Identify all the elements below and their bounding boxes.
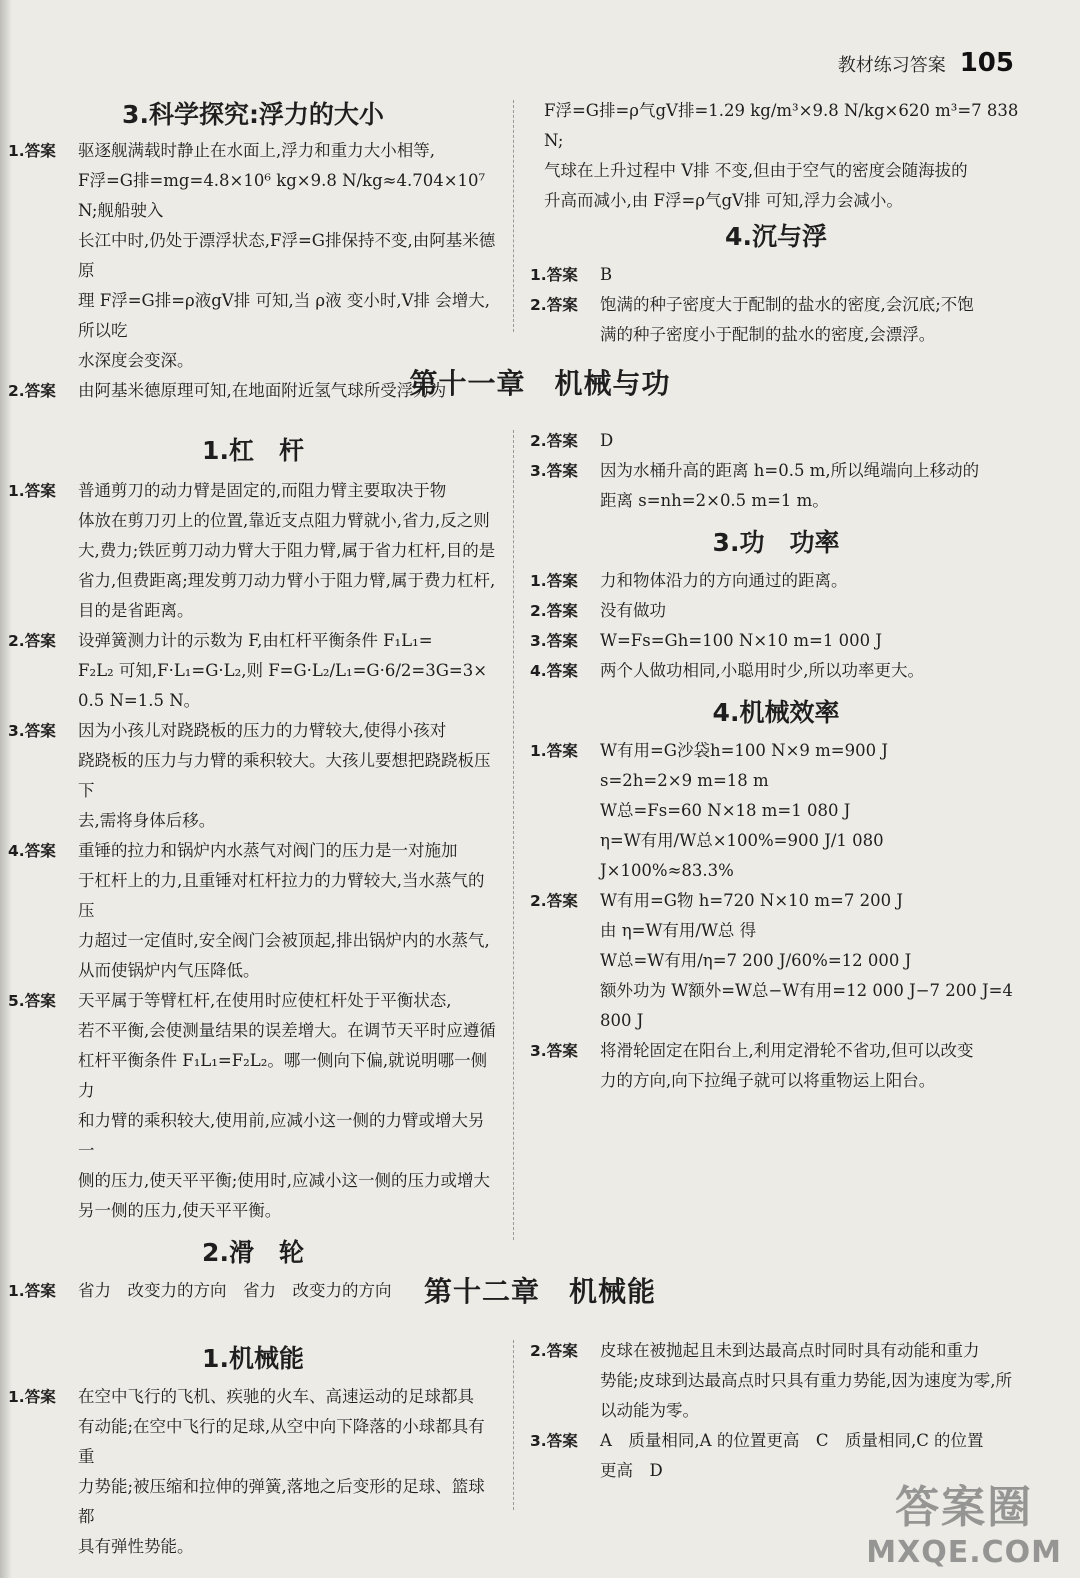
answer-body: [600, 886, 1022, 1036]
answer-item: [8, 1382, 498, 1562]
ch11-right-column: [530, 426, 1022, 1096]
answer-line: 因为水桶升高的距离 h=0.5 m,所以绳端向上移动的: [600, 461, 980, 480]
answer-line: 若不平衡,会使测量结果的误差增大。在调节天平时应遵循: [78, 1021, 496, 1040]
answer-line: 从而使锅炉内气压降低。: [78, 961, 260, 980]
page-number: 105: [959, 48, 1014, 78]
answer-line: 另一侧的压力,使天平平衡。: [78, 1201, 282, 1220]
answer-body: [600, 290, 1022, 350]
answer-line: 水深度会变深。: [78, 351, 194, 370]
answer-number: 2.: [8, 382, 25, 400]
answer-line: 由阿基米德原理可知,在地面附近氢气球所受浮力为: [78, 381, 447, 400]
answer-line: 理 F浮=G排=ρ液gV排 可知,当 ρ液 变小时,V排 会增大,所以吃: [78, 291, 491, 340]
answer-number: 1.: [530, 572, 547, 590]
answer-number: 1.: [8, 482, 25, 500]
answer-label: [8, 1382, 78, 1562]
answer-label: [530, 626, 600, 656]
answer-line: 以动能为零。: [600, 1401, 699, 1420]
answer-number: 2.: [530, 892, 547, 910]
page-header: [838, 48, 1014, 78]
answer-list: [530, 736, 1022, 1096]
answer-line: 长江中时,仍处于漂浮状态,F浮=G排保持不变,由阿基米德原: [78, 231, 496, 280]
answer-label: [8, 626, 78, 716]
answer-label: [8, 836, 78, 986]
answer-tag: 答案: [546, 432, 578, 450]
section-title: 3.科学探究:浮力的大小: [122, 100, 384, 129]
continued-answer: [530, 96, 1022, 216]
answer-label: [530, 1336, 600, 1426]
answer-number: 3.: [530, 632, 547, 650]
answer-list: [530, 1336, 1022, 1486]
answer-line: 省力 改变力的方向 省力 改变力的方向: [78, 1281, 392, 1300]
answer-line: W有用=G沙袋h=100 N×9 m=900 J: [600, 741, 888, 760]
answer-line: 没有做功: [600, 601, 666, 620]
answer-item: [8, 716, 498, 836]
answer-line: F浮=G排=mg=4.8×10⁶ kg×9.8 N/kg≈4.704×10⁷ N;舰船驶入: [78, 171, 486, 220]
answer-line: W总=Fs=60 N×18 m=1 080 J: [600, 801, 851, 820]
answer-tag: 答案: [546, 1342, 578, 1360]
section-title: 1.机械能: [202, 1344, 304, 1373]
answer-line: 因为小孩儿对跷跷板的压力的力臂较大,使得小孩对: [78, 721, 447, 740]
answer-line: 两个人做功相同,小聪用时少,所以功率更大。: [600, 661, 924, 680]
answer-tag: 答案: [24, 992, 56, 1010]
answer-line: 更高 D: [600, 1461, 663, 1480]
section-title: 1.杠 杆: [202, 436, 304, 465]
section-title: 3.功 功率: [712, 528, 840, 557]
answer-body: [600, 1036, 1022, 1096]
answer-list: [530, 260, 1022, 350]
answer-label: [530, 596, 600, 626]
column-divider: [513, 100, 514, 332]
ch12-left-column: [8, 1344, 498, 1562]
answer-line: 升高而减小,由 F浮=ρ气gV排 可知,浮力会减小。: [544, 191, 903, 210]
watermark-logo: 答案圈: [895, 1482, 1034, 1533]
answer-number: 2.: [530, 602, 547, 620]
answer-line: 由 η=W有用/W总 得: [600, 921, 757, 940]
answer-label: [530, 290, 600, 350]
answer-label: [530, 1426, 600, 1486]
answer-line: 省力,但费距离;理发剪刀动力臂小于阻力臂,属于费力杠杆,: [78, 571, 496, 590]
answer-number: 1.: [530, 742, 547, 760]
answer-label: [8, 986, 78, 1226]
answer-body: [78, 836, 498, 986]
answer-tag: 答案: [546, 602, 578, 620]
answer-line: D: [600, 431, 614, 450]
answer-list: [8, 1382, 498, 1562]
top-right-column: [530, 96, 1022, 350]
answer-body: [78, 626, 498, 716]
answer-tag: 答案: [24, 722, 56, 740]
answer-number: 3.: [530, 1042, 547, 1060]
answer-list: [8, 476, 498, 1226]
answer-line: W总=W有用/η=7 200 J/60%=12 000 J: [600, 951, 912, 970]
answer-line: 目的是省距离。: [78, 601, 194, 620]
answer-number: 4.: [8, 842, 25, 860]
answer-line: 皮球在被抛起且未到达最高点时同时具有动能和重力: [600, 1341, 980, 1360]
answer-item: [530, 456, 1022, 516]
answer-item: [530, 426, 1022, 456]
answer-tag: 答案: [546, 662, 578, 680]
answer-label: [530, 886, 600, 1036]
answer-line: F浮=G排=ρ气gV排=1.29 kg/m³×9.8 N/kg×620 m³=7 838 N;: [544, 101, 1019, 150]
answer-body: [600, 1336, 1022, 1426]
answer-line: 额外功为 W额外=W总−W有用=12 000 J−7 200 J=4 800 J: [600, 981, 1013, 1030]
answer-body: [78, 1382, 498, 1562]
answer-line: 和力臂的乘积较大,使用前,应减小这一侧的力臂或增大另一: [78, 1111, 485, 1160]
answer-line: η=W有用/W总×100%=900 J/1 080 J×100%≈83.3%: [600, 831, 884, 880]
answer-line: 体放在剪刀刃上的位置,靠近支点阻力臂就小,省力,反之则: [78, 511, 490, 530]
answer-item: [8, 626, 498, 716]
answer-line: 有动能;在空中飞行的足球,从空中向下降落的小球都具有重: [78, 1417, 485, 1466]
answer-number: 3.: [530, 462, 547, 480]
answer-number: 1.: [530, 266, 547, 284]
answer-label: [8, 476, 78, 626]
answer-tag: 答案: [24, 1388, 56, 1406]
answer-label: [8, 136, 78, 376]
answer-body: [78, 716, 498, 836]
answer-line: 具有弹性势能。: [78, 1537, 194, 1556]
answer-body: [600, 656, 1022, 686]
answer-line: 饱满的种子密度大于配制的盐水的密度,会沉底;不饱: [600, 295, 974, 314]
answer-item: [530, 596, 1022, 626]
answer-tag: 答案: [546, 572, 578, 590]
answer-item: [530, 260, 1022, 290]
answer-line: W=Fs=Gh=100 N×10 m=1 000 J: [600, 631, 882, 650]
answer-line: 杠杆平衡条件 F₁L₁=F₂L₂。哪一侧向下偏,就说明哪一侧力: [78, 1051, 488, 1100]
answer-line: 将滑轮固定在阳台上,利用定滑轮不省功,但可以改变: [600, 1041, 974, 1060]
answer-line: 大,费力;铁匠剪刀动力臂大于阻力臂,属于省力杠杆,目的是: [78, 541, 496, 560]
answer-tag: 答案: [546, 1432, 578, 1450]
answer-line: 气球在上升过程中 V排 不变,但由于空气的密度会随海拔的: [544, 161, 968, 180]
answer-tag: 答案: [24, 1282, 56, 1300]
answer-line: 跷跷板的压力与力臂的乘积较大。大孩儿要想把跷跷板压下: [78, 751, 491, 800]
answer-body: [78, 476, 498, 626]
answer-label: [530, 1036, 600, 1096]
answer-item: [8, 836, 498, 986]
answer-line: 力和物体沿力的方向通过的距离。: [600, 571, 848, 590]
answer-body: [600, 596, 1022, 626]
column-divider: [513, 430, 514, 1240]
answer-item: [530, 1036, 1022, 1096]
answer-body: [600, 260, 1022, 290]
answer-item: [530, 566, 1022, 596]
answer-list: [530, 566, 1022, 686]
answer-body: [78, 136, 498, 376]
answer-label: [530, 456, 600, 516]
section-title: 2.滑 轮: [202, 1238, 304, 1267]
answer-tag: 答案: [546, 462, 578, 480]
answer-line: 普通剪刀的动力臂是固定的,而阻力臂主要取决于物: [78, 481, 447, 500]
answer-label: [530, 656, 600, 686]
answer-number: 5.: [8, 992, 25, 1010]
answer-line: 去,需将身体后移。: [78, 811, 216, 830]
answer-number: 1.: [8, 1388, 25, 1406]
answer-line: A 质量相同,A 的位置更高 C 质量相同,C 的位置: [600, 1431, 984, 1450]
answer-line: B: [600, 265, 613, 284]
answer-number: 1.: [8, 142, 25, 160]
answer-line: 重锤的拉力和锅炉内水蒸气对阀门的压力是一对施加: [78, 841, 458, 860]
chapter-title: 第十一章 机械与功: [409, 367, 671, 400]
answer-body: [600, 426, 1022, 456]
answer-label: [530, 566, 600, 596]
answer-tag: 答案: [546, 266, 578, 284]
section-title: 4.机械效率: [712, 698, 840, 727]
answer-line: 力超过一定值时,安全阀门会被顶起,排出锅炉内的水蒸气,: [78, 931, 490, 950]
answer-line: 0.5 N=1.5 N。: [78, 691, 201, 710]
answer-tag: 答案: [546, 892, 578, 910]
answer-line: 侧的压力,使天平平衡;使用时,应减小这一侧的压力或增大: [78, 1171, 491, 1190]
answer-tag: 答案: [24, 382, 56, 400]
answer-line: 力的方向,向下拉绳子就可以将重物运上阳台。: [600, 1071, 936, 1090]
answer-line: 在空中飞行的飞机、疾驰的火车、高速运动的足球都具: [78, 1387, 474, 1406]
answer-tag: 答案: [546, 742, 578, 760]
answer-item: [530, 626, 1022, 656]
answer-tag: 答案: [546, 632, 578, 650]
answer-body: [600, 736, 1022, 886]
answer-tag: 答案: [24, 142, 56, 160]
answer-tag: 答案: [546, 1042, 578, 1060]
answer-line: 驱逐舰满载时静止在水面上,浮力和重力大小相等,: [78, 141, 435, 160]
answer-body: [78, 986, 498, 1226]
answer-item: [530, 290, 1022, 350]
column-divider: [513, 1340, 514, 1510]
answer-number: 4.: [530, 662, 547, 680]
chapter-title: 第十二章 机械能: [423, 1275, 656, 1308]
answer-line: 天平属于等臂杠杆,在使用时应使杠杆处于平衡状态,: [78, 991, 452, 1010]
answer-label: [530, 736, 600, 886]
answer-body: [600, 626, 1022, 656]
answer-line: 距离 s=nh=2×0.5 m=1 m。: [600, 491, 829, 510]
answer-list: [530, 426, 1022, 516]
section-title: 4.沉与浮: [725, 222, 827, 251]
answer-item: [8, 476, 498, 626]
answer-line: 设弹簧测力计的示数为 F,由杠杆平衡条件 F₁L₁=: [78, 631, 433, 650]
answer-line: 力势能;被压缩和拉伸的弹簧,落地之后变形的足球、篮球都: [78, 1477, 485, 1526]
answer-body: [600, 456, 1022, 516]
answer-line: W有用=G物 h=720 N×10 m=7 200 J: [600, 891, 903, 910]
watermark: [866, 1471, 1062, 1570]
answer-label: [8, 716, 78, 836]
header-title: 教材练习答案: [837, 55, 946, 76]
answer-line: s=2h=2×9 m=18 m: [600, 771, 769, 790]
answer-number: 3.: [530, 1432, 547, 1450]
answer-number: 2.: [530, 1342, 547, 1360]
answer-label: [530, 260, 600, 290]
answer-item: [8, 136, 498, 376]
answer-item: [8, 986, 498, 1226]
top-left-column: [8, 100, 498, 406]
answer-number: 3.: [8, 722, 25, 740]
answer-item: [530, 656, 1022, 686]
ch11-left-column: [8, 436, 498, 1306]
answer-tag: 答案: [546, 296, 578, 314]
answer-item: [530, 886, 1022, 1036]
ch12-right-column: [530, 1336, 1022, 1486]
answer-number: 2.: [530, 432, 547, 450]
answer-line: 满的种子密度小于配制的盐水的密度,会漂浮。: [600, 325, 936, 344]
answer-number: 2.: [8, 632, 25, 650]
answer-line: 势能;皮球到达最高点时只具有重力势能,因为速度为零,所: [600, 1371, 1013, 1390]
answer-tag: 答案: [24, 632, 56, 650]
answer-item: [530, 736, 1022, 886]
answer-line: 于杠杆上的力,且重锤对杠杆拉力的力臂较大,当水蒸气的压: [78, 871, 485, 920]
answer-line: F₂L₂ 可知,F·L₁=G·L₂,则 F=G·L₂/L₁=G·6/2=3G=3×: [78, 661, 488, 680]
watermark-url: MXQE.COM: [866, 1535, 1062, 1570]
answer-tag: 答案: [24, 842, 56, 860]
answer-tag: 答案: [24, 482, 56, 500]
answer-number: 2.: [530, 296, 547, 314]
answer-number: 1.: [8, 1282, 25, 1300]
answer-label: [530, 426, 600, 456]
answer-body: [600, 566, 1022, 596]
answer-item: [530, 1336, 1022, 1426]
